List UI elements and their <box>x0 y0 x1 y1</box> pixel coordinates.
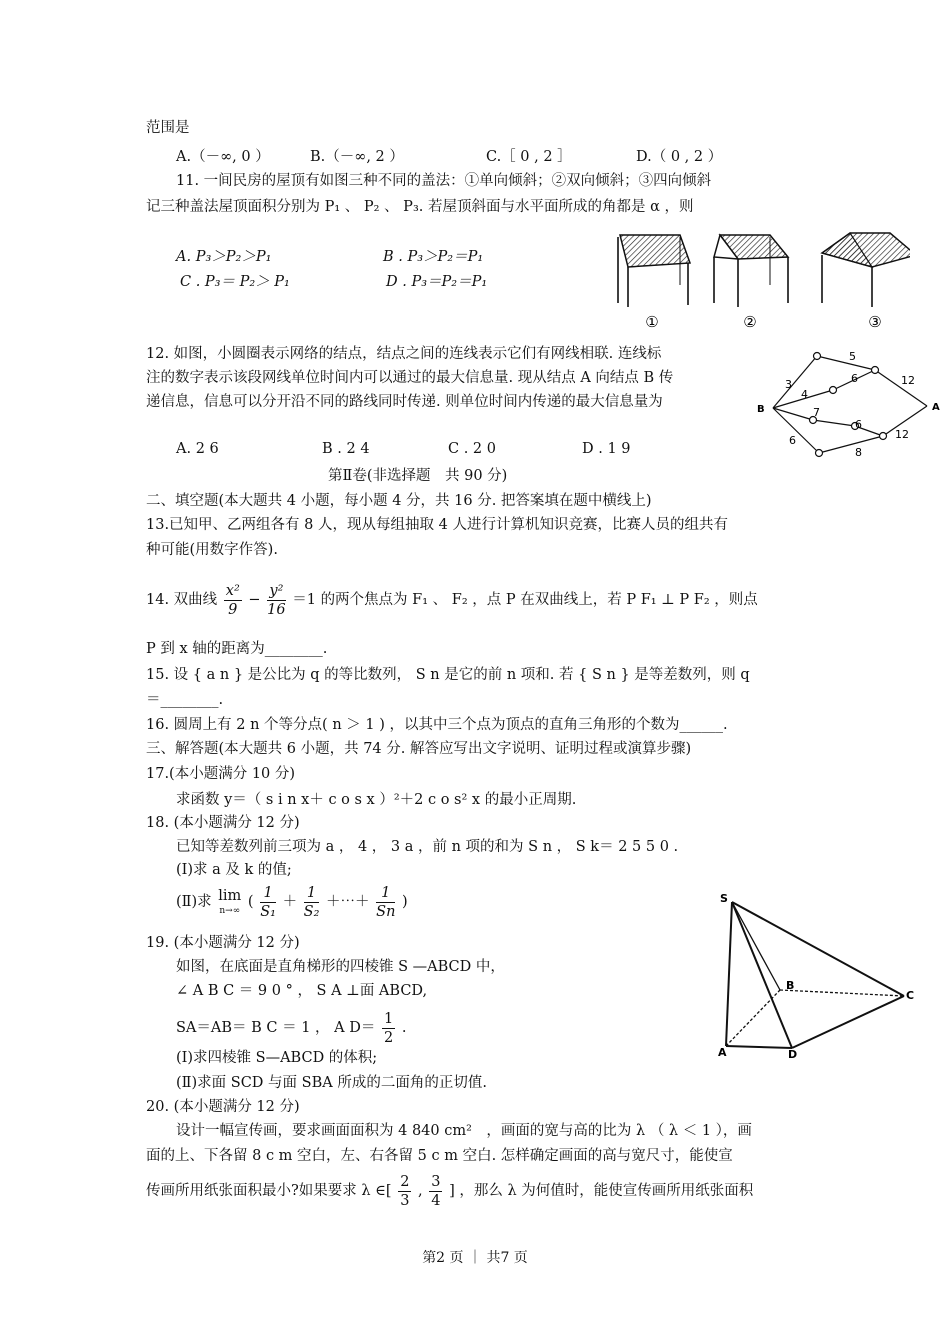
q12-option-c: C . 2 0 <box>448 441 496 457</box>
q20-line1: 设计一幅宣传画，要求画面面积为 4 840 cm² ，画面的宽与高的比为 λ （ λ ＜ 1 ），画 <box>176 1123 752 1139</box>
q12-line1: 12. 如图，小圆圈表示网络的结点，结点之间的连线表示它们有网线相联. 连线标 <box>146 346 662 362</box>
fill-section-header: 二、填空题(本大题共 4 小题，每小题 4 分，共 16 分. 把答案填在题中横线上) <box>146 493 652 509</box>
q18-limit: lim n→∞ <box>218 888 242 916</box>
edge-label-5: 5 <box>849 350 856 363</box>
q19-line1: 如图，在底面是直角梯形的四棱锥 S —ABCD 中， <box>176 959 505 975</box>
q14-frac-y: $\frac{\text{y²}}{16}$ <box>267 582 286 618</box>
q10-tail: 范围是 <box>146 120 190 136</box>
q11-line1: 11. 一间民房的屋顶有如图三种不同的盖法：①单向倾斜；②双向倾斜；③四向倾斜 <box>176 173 712 189</box>
roof-four-slope <box>822 233 910 307</box>
q15-line1: 15. 设 { a n } 是公比为 q 的等比数列， S n 是它的前 n 项和. 若 { S n } 是等差数列，则 q <box>146 667 750 683</box>
network-node-a: A <box>932 402 940 413</box>
q11-option-d: D . P₃＝P₂＝P₁ <box>386 274 488 290</box>
q10-option-c: C.［ 0 , 2 ］ <box>486 149 572 165</box>
network-figure <box>755 348 945 463</box>
edge-label-6a: 6 <box>851 372 858 385</box>
q11-option-b: B . P₃＞P₂＝P₁ <box>383 249 484 265</box>
edge-label-6b: 6 <box>855 418 862 431</box>
q18-frac-s1: $\frac{1}{\text{S₁}}$ <box>260 884 276 920</box>
q20-frac-three-quarters: $\frac{3}{4}$ <box>431 1173 441 1209</box>
q11-option-c: C . P₃＝ P₂＞ P₁ <box>180 274 290 290</box>
q19-frac-half: $\frac{1}{2}$ <box>383 1010 394 1046</box>
q12-option-b: B . 2 4 <box>322 441 370 457</box>
roof-label-1: ① <box>645 313 659 331</box>
q10-option-b: B.（－∞, 2 ） <box>310 149 404 165</box>
edge-label-4: 4 <box>801 388 808 401</box>
page-footer: 第2 页 ｜ 共7 页 <box>422 1250 528 1266</box>
q12-line2: 注的数字表示该段网线单位时间内可以通过的最大信息量. 现从结点 A 向结点 B 传 <box>146 370 674 386</box>
q20-line3: 传画所用纸张面积最小?如果要求 λ ∈[ $\frac{2}{3}$ , $\frac{3}{4}$ ] ，那么 λ 为何值时，能使宣传画所用纸张面积 <box>146 1173 754 1209</box>
q12-option-a: A. 2 6 <box>176 441 219 457</box>
q12-option-d: D . 1 9 <box>582 441 631 457</box>
pyramid-figure <box>712 888 922 1063</box>
edge-label-8: 8 <box>855 446 862 459</box>
q13-line2: 种可能(用数字作答). <box>146 542 278 558</box>
pyramid-label-s: S <box>720 892 728 905</box>
pyramid-label-c: C <box>906 989 915 1002</box>
edge-label-12b: 12 <box>895 428 909 441</box>
network-node-b: B <box>757 404 765 415</box>
q10-option-a: A.（－∞, 0 ） <box>176 149 270 165</box>
q14-line2: P 到 x 轴的距离为________. <box>146 641 328 657</box>
q11-option-a: A. P₃＞P₂＞P₁ <box>176 249 272 265</box>
q19-part2: (Ⅱ)求面 SCD 与面 SBA 所成的二面角的正切值. <box>176 1075 487 1091</box>
roof-single-slope <box>618 235 690 307</box>
roof-label-3: ③ <box>868 313 882 331</box>
q14-prefix: 14. 双曲线 <box>146 592 218 608</box>
pyramid-label-d: D <box>788 1048 798 1061</box>
q19-part1: (Ⅰ)求四棱锥 S—ABCD 的体积; <box>176 1050 378 1066</box>
q20-frac-two-thirds: $\frac{2}{3}$ <box>400 1173 410 1209</box>
section2-title: 第Ⅱ卷(非选择题 共 90 分) <box>328 468 508 484</box>
q17-title: 17.(本小题满分 10 分) <box>146 766 296 782</box>
solve-section-header: 三、解答题(本大题共 6 小题，共 74 分. 解答应写出文字说明、证明过程或演算步骤) <box>146 741 692 757</box>
q19-line2: ∠ A B C ＝ 9 0 ° ， S A ⊥面 ABCD, <box>176 983 428 999</box>
pyramid-label-a: A <box>718 1046 727 1059</box>
q18-part1: (Ⅰ)求 a 及 k 的值; <box>176 862 292 878</box>
q20-line2: 面的上、下各留 8 c m 空白，左、右各留 5 c m 空白. 怎样确定画面的高与宽尺寸，能使宣 <box>146 1148 733 1164</box>
q14-frac-x: $\frac{\text{x²}}{9}$ <box>225 582 240 618</box>
q18-part2: (Ⅱ)求 lim n→∞ ( $\frac{1}{\text{S₁}}$ ＋ $\frac{1}{\text{S₂}}$ ＋⋯＋ $\frac{1}{Sn}$ ) <box>176 884 408 920</box>
q10-option-d: D.（ 0 , 2 ） <box>636 149 723 165</box>
q18-frac-s2: $\frac{1}{\text{S₂}}$ <box>303 884 320 920</box>
q15-line2: ＝________. <box>146 692 224 708</box>
roof-figure <box>610 225 910 337</box>
edge-label-12a: 12 <box>901 374 915 387</box>
edge-label-7: 7 <box>813 406 820 419</box>
q14-eq: ＝1 <box>292 592 316 608</box>
roof-label-2: ② <box>743 313 757 331</box>
q12-line3: 递信息，信息可以分开沿不同的路线同时传递. 则单位时间内传递的最大信息量为 <box>146 394 663 410</box>
q18-body: 已知等差数列前三项为 a ， 4 ， 3 a ，前 n 项的和为 S n ， S k＝ 2 5 5 0 . <box>176 839 679 855</box>
q19-title: 19. (本小题满分 12 分) <box>146 935 300 951</box>
q14-suffix: 的两个焦点为 F₁ 、 F₂ ，点 P 在双曲线上，若 P F₁ ⊥ P F₂ ，则点 <box>320 592 758 608</box>
q20-title: 20. (本小题满分 12 分) <box>146 1099 300 1115</box>
roof-double-slope <box>714 235 788 307</box>
q13-line1: 13.已知甲、乙两组各有 8 人，现从每组抽取 4 人进行计算机知识竞赛，比赛人员的组共有 <box>146 517 728 533</box>
q16-line1: 16. 圆周上有 2 n 个等分点( n ＞ 1 ) ，以其中三个点为顶点的直角三角形的个数为______. <box>146 717 728 733</box>
pyramid-label-b: B <box>786 979 795 992</box>
edge-label-3: 3 <box>785 378 792 391</box>
q18-title: 18. (本小题满分 12 分) <box>146 815 300 831</box>
q11-line2: 记三种盖法屋顶面积分别为 P₁ 、 P₂ 、 P₃. 若屋顶斜面与水平面所成的角都是 α ，则 <box>146 199 694 215</box>
q14-line1: 14. 双曲线 $\frac{\text{x²}}{9}$ − $\frac{\text{y²}}{16}$ ＝1 的两个焦点为 F₁ 、 F₂ ，点 P 在双曲线上，若 P F₁ ⊥ P F₂ ，则点 <box>146 582 758 618</box>
q18-frac-sn: $\frac{1}{Sn}$ <box>376 884 396 920</box>
edge-label-6c: 6 <box>789 434 796 447</box>
q17-body: 求函数 y＝（ s i n x＋ c o s x ）²＋2 c o s² x 的最小正周期. <box>176 792 577 808</box>
q19-line3: SA＝AB＝ B C ＝ 1 ， A D＝ $\frac{1}{2}$ . <box>176 1010 407 1046</box>
